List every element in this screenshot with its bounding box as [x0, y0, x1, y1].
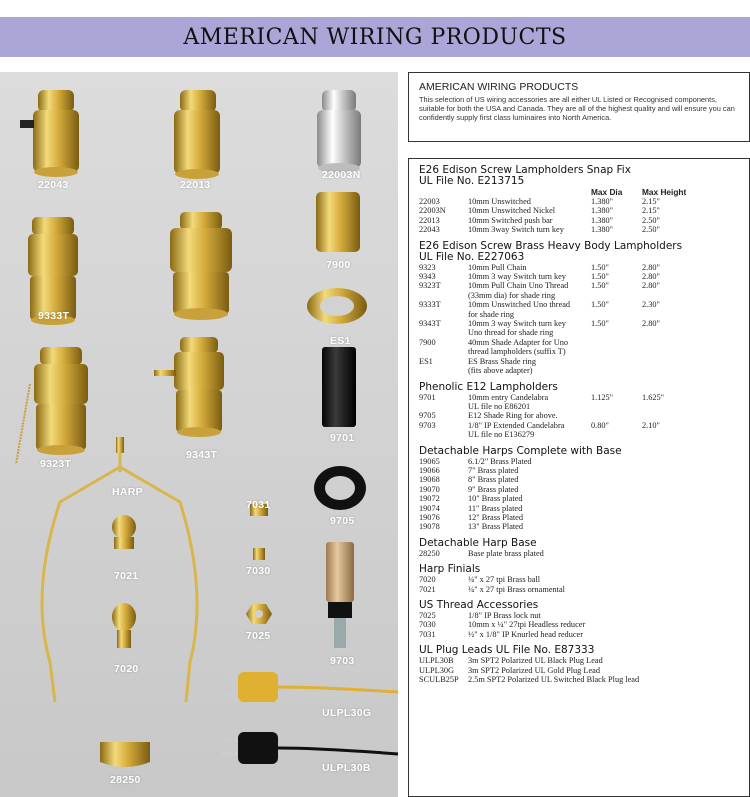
product-code: 19078: [419, 522, 440, 532]
table-row: [419, 338, 739, 347]
product-description: ¼" x 27 tpi Brass ornamental: [468, 584, 565, 594]
product-code: [419, 328, 468, 337]
max-height: [595, 549, 645, 558]
max-dia: [583, 630, 634, 639]
label-ES1: ES1: [330, 335, 351, 347]
max-dia: [518, 466, 569, 475]
max-dia: [600, 666, 651, 675]
max-dia: [585, 620, 636, 629]
max-dia: 1.50": [591, 300, 609, 310]
max-height: [606, 291, 656, 300]
section-title: Phenolic E12 Lampholders: [419, 380, 558, 393]
table-row: [419, 585, 739, 594]
label-9343T: 9343T: [186, 449, 218, 461]
max-height: [616, 585, 666, 594]
max-dia: 0.80": [591, 420, 609, 430]
max-dia: [553, 328, 604, 337]
table-row: [419, 504, 739, 513]
max-dia: 1.50": [591, 319, 609, 329]
label-28250: 28250: [110, 774, 141, 786]
max-dia: 1.380": [591, 197, 614, 206]
max-height: 2.10": [642, 420, 660, 430]
product-code: [419, 430, 468, 439]
max-dia: [639, 675, 690, 684]
product-description: (fits above adapter): [468, 366, 533, 376]
max-height: 2.50": [642, 225, 660, 235]
product-code: [419, 402, 468, 411]
table-row: [419, 272, 739, 281]
product-code: 19070: [419, 484, 440, 494]
product-description: 7" Brass plated: [468, 465, 519, 475]
max-height: [565, 310, 615, 319]
label-7031: 7031: [246, 499, 271, 511]
max-dia: [523, 522, 574, 531]
product-code: 9343T: [419, 319, 441, 329]
max-height: [584, 366, 634, 375]
product-code: 9323: [419, 262, 436, 272]
max-height: [574, 513, 624, 522]
label-9701: 9701: [330, 432, 355, 444]
max-dia: [541, 611, 592, 620]
product-description: 1/8" IP Brass lock nut: [468, 611, 541, 620]
reducer-7030: [253, 548, 265, 560]
table-row: [419, 675, 739, 684]
product-code: ULPL30G: [419, 665, 455, 675]
max-dia: [603, 656, 654, 665]
max-dia: 1.50": [591, 272, 609, 282]
catalog-box: [408, 158, 750, 797]
socket-9323T: [16, 347, 88, 464]
max-height: 2.80": [642, 319, 660, 329]
table-row: [419, 630, 739, 639]
product-description: ½" x 1/8" IP Knurled head reducer: [468, 629, 583, 639]
product-code: SCULB25P: [419, 675, 459, 685]
max-dia: [532, 457, 583, 466]
table-row: [419, 197, 739, 206]
product-description: 10mm Unswitched Nickel: [468, 206, 556, 216]
product-code: 7030: [419, 620, 436, 630]
section-title: Harp Finials: [419, 563, 481, 576]
table-row: [419, 366, 739, 375]
product-code: 7021: [419, 584, 436, 594]
max-dia: [523, 513, 574, 522]
product-code: ES1: [419, 356, 433, 366]
product-description: 10mm entry Candelabra: [468, 392, 549, 402]
table-row: [419, 620, 739, 629]
table-row: [419, 611, 739, 620]
max-dia: 1.125": [591, 392, 614, 402]
product-description: 10mm x ¼" 27tpi Headless reducer: [468, 620, 586, 630]
label-9323T: 9323T: [40, 458, 72, 470]
max-dia: [568, 338, 619, 347]
header-max-dia: Max Dia: [591, 187, 623, 197]
table-row: [419, 513, 739, 522]
table-row: [419, 421, 739, 430]
product-code: 19076: [419, 512, 440, 522]
product-code: 22043: [419, 225, 440, 235]
table-row: [419, 466, 739, 475]
label-ULPL30B: ULPL30B: [322, 762, 371, 774]
socket-22013: [174, 90, 220, 179]
product-code: [419, 366, 468, 375]
table-row: [419, 430, 739, 439]
product-code: 22003N: [419, 206, 446, 216]
plug-lead-ULPL30B: [222, 732, 398, 764]
shade-adapter-7900: [316, 192, 360, 252]
shade-ring-9705: [314, 466, 366, 510]
table-row: [419, 485, 739, 494]
max-dia: [540, 575, 591, 584]
product-code: 22003: [419, 197, 440, 206]
intro-text: This selection of US wiring accessories are all either UL Listed or Recognised components, suitable for both the USA and Canada. They are all of the highest quality and will ensure you can confidently supply first class luminaires into North America.: [419, 95, 735, 122]
max-height: [569, 475, 619, 484]
product-code: 9323T: [419, 281, 441, 291]
product-description: 40mm Shade Adapter for Uno: [468, 337, 569, 347]
max-dia: 1.50": [591, 262, 609, 272]
section-title: E26 Edison Screw Lampholders Snap Fix: [419, 164, 631, 176]
max-height: [654, 656, 704, 665]
socket-9333T: [28, 217, 78, 325]
max-height: [574, 494, 624, 503]
max-dia: 1.50": [591, 281, 609, 291]
product-description: 10" Brass plated: [468, 494, 523, 504]
max-dia: 1.380": [591, 225, 614, 235]
table-row: [419, 263, 739, 272]
product-code: 19068: [419, 475, 440, 485]
product-code: 9333T: [419, 300, 441, 310]
section-title: US Thread Accessories: [419, 599, 539, 611]
product-description: UL file no E136279: [468, 430, 535, 440]
page-banner: [0, 17, 750, 57]
max-height: [651, 666, 701, 675]
product-description: 11" Brass plated: [468, 503, 523, 513]
product-code: 7020: [419, 575, 436, 585]
product-description: 13" Brass Plated: [468, 522, 524, 532]
product-description: 10mm Unswitched: [468, 197, 531, 206]
product-code: 19066: [419, 465, 440, 475]
max-height: [592, 611, 642, 620]
max-height: [617, 347, 667, 356]
label-harp: HARP: [112, 486, 143, 498]
product-description: 2.5m SPT2 Polarized UL Switched Black Plug lead: [468, 675, 640, 685]
max-dia: [514, 310, 565, 319]
product-code: 7031: [419, 629, 436, 639]
max-height: [634, 630, 684, 639]
max-height: [690, 675, 740, 684]
label-7030: 7030: [246, 565, 271, 577]
label-7025: 7025: [246, 630, 271, 642]
table-row: [419, 475, 739, 484]
product-description: 12" Brass Plated: [468, 512, 524, 522]
table-row: [419, 319, 739, 328]
max-dia: [544, 549, 595, 558]
label-7900: 7900: [326, 259, 351, 271]
finial-7021: [112, 515, 136, 549]
label-9703: 9703: [330, 655, 355, 667]
product-code: 19074: [419, 503, 440, 513]
table-row: [419, 281, 739, 290]
harp-base-28250: [100, 742, 150, 767]
max-height: [591, 575, 641, 584]
max-height: 2.30": [642, 300, 660, 310]
table-row: [419, 575, 739, 584]
max-height: [604, 328, 654, 337]
product-description: 10mm 3 way Switch turn key: [468, 319, 566, 329]
max-dia: [522, 504, 573, 513]
table-row: [419, 402, 739, 411]
table-row: [419, 411, 739, 420]
product-description: 10mm Switched push bar: [468, 215, 553, 225]
table-row: [419, 357, 739, 366]
product-code: [419, 291, 468, 300]
product-description: 10mm 3 way Switch turn key: [468, 272, 566, 282]
product-description: 10mm 3way Switch turn key: [468, 225, 564, 235]
intro-box: [408, 72, 750, 142]
section-subtitle: UL File No. E227063: [419, 250, 525, 263]
section-title: Detachable Harps Complete with Base: [419, 444, 622, 457]
header-max-height: Max Height: [642, 187, 687, 197]
max-height: 2.80": [642, 262, 660, 272]
label-22043: 22043: [38, 179, 69, 191]
label-9333T: 9333T: [38, 310, 70, 322]
max-height: [574, 522, 624, 531]
max-height: 1.625": [642, 392, 665, 402]
finial-7020: [112, 603, 136, 648]
product-description: 10mm Pull Chain Uno Thread: [468, 281, 569, 291]
max-dia: [530, 402, 581, 411]
product-code: ULPL30B: [419, 656, 454, 666]
harp-top: [116, 437, 124, 453]
product-description: ¼" x 27 tpi Brass ball: [468, 575, 541, 585]
table-row: [419, 225, 739, 234]
product-description: 6.1/2" Brass Plated: [468, 456, 532, 466]
product-code: 22013: [419, 215, 440, 225]
product-code: [419, 310, 468, 319]
section-title: E26 Edison Screw Brass Heavy Body Lampholders: [419, 239, 683, 252]
product-description: Uno thread for shade ring: [468, 328, 554, 338]
max-height: [573, 504, 623, 513]
table-row: [419, 310, 739, 319]
section-title: Detachable Harp Base: [419, 536, 537, 549]
max-height: [609, 411, 659, 420]
shade-ring-ES1: [307, 288, 367, 324]
product-description: 3m SPT2 Polarized UL Gold Plug Lead: [468, 665, 600, 675]
product-code: 19065: [419, 456, 440, 466]
label-ULPL30G: ULPL30G: [322, 707, 372, 719]
candelabra-9703: [326, 542, 354, 648]
table-row: [419, 457, 739, 466]
label-9705: 9705: [330, 515, 355, 527]
label-22013: 22013: [180, 179, 211, 191]
max-dia: [518, 475, 569, 484]
section-title: UL Plug Leads UL File No. E87333: [419, 644, 595, 657]
max-height: [583, 457, 633, 466]
max-height: [587, 357, 637, 366]
product-description: (33mm dia) for shade ring: [468, 290, 556, 300]
table-row: [419, 522, 739, 531]
max-height: [581, 402, 631, 411]
table-row: [419, 494, 739, 503]
product-description: UL file no E86201: [468, 401, 531, 411]
max-height: 2.80": [642, 281, 660, 291]
table-row: [419, 206, 739, 215]
max-dia: [523, 494, 574, 503]
table-row: [419, 216, 739, 225]
table-row: [419, 549, 739, 558]
product-code: 9701: [419, 392, 436, 402]
table-row: [419, 666, 739, 675]
product-code: 9343: [419, 272, 436, 282]
socket-9343T-large: [170, 212, 232, 320]
product-description: 8" Brass plated: [468, 475, 519, 485]
product-info-panel: [408, 72, 750, 685]
max-height: [636, 620, 686, 629]
product-description: 10mm Pull Chain: [468, 262, 527, 272]
socket-22003N: [317, 90, 361, 173]
plug-lead-ULPL30G: [222, 672, 398, 702]
product-code: 9705: [419, 411, 436, 421]
max-height: 2.80": [642, 272, 660, 282]
max-dia: 1.380": [591, 215, 614, 225]
socket-22043: [20, 90, 79, 177]
intro-title: AMERICAN WIRING PRODUCTS: [419, 81, 579, 93]
product-description: 3m SPT2 Polarized UL Black Plug Lead: [468, 656, 603, 666]
product-description: E12 Shade Ring for above.: [468, 411, 558, 421]
candelabra-9701: [322, 347, 356, 427]
max-height: 2.50": [642, 215, 660, 225]
max-height: [619, 338, 669, 347]
product-code: 7900: [419, 337, 436, 347]
max-height: 2.15": [642, 206, 660, 216]
product-description: Base plate brass plated: [468, 548, 544, 558]
max-dia: [565, 585, 616, 594]
table-row: [419, 656, 739, 665]
label-7021: 7021: [114, 570, 139, 582]
product-code: 9703: [419, 420, 436, 430]
socket-9343T: [154, 337, 224, 437]
product-code: 7025: [419, 611, 436, 620]
product-description: for shade ring: [468, 309, 515, 319]
max-dia: [555, 291, 606, 300]
max-dia: [558, 411, 609, 420]
table-row: [419, 300, 739, 309]
max-dia: [534, 430, 585, 439]
product-description: thread lampholders (suffix T): [468, 347, 566, 357]
label-7020: 7020: [114, 663, 139, 675]
table-row: [419, 328, 739, 337]
page-title: AMERICAN WIRING PRODUCTS: [183, 24, 567, 50]
product-photo: [0, 72, 398, 797]
max-dia: [536, 357, 587, 366]
table-row: [419, 291, 739, 300]
product-code: 28250: [419, 548, 440, 558]
product-code: 19072: [419, 494, 440, 504]
column-header: [419, 187, 739, 197]
product-description: 1/8" IP Extended Candelabra: [468, 420, 565, 430]
max-height: [569, 466, 619, 475]
table-row: [419, 393, 739, 402]
section-subtitle: UL File No. E213715: [419, 175, 525, 187]
max-dia: [533, 366, 584, 375]
max-height: [569, 485, 619, 494]
locknut-7025: [246, 604, 272, 624]
max-height: [585, 430, 635, 439]
max-height: 2.15": [642, 197, 660, 206]
max-dia: [566, 347, 617, 356]
product-description: 10mm Unswitched Uno thread: [468, 300, 571, 310]
label-22003N: 22003N: [322, 169, 361, 181]
product-code: [419, 347, 468, 356]
product-description: 9" Brass plated: [468, 484, 519, 494]
max-dia: [518, 485, 569, 494]
product-description: ES Brass Shade ring: [468, 356, 536, 366]
max-dia: 1.380": [591, 206, 614, 216]
table-row: [419, 347, 739, 356]
